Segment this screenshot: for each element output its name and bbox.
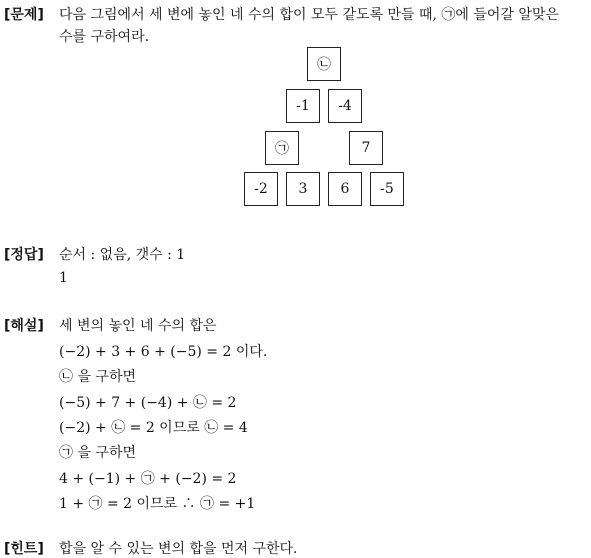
solution-line-6: ㉠ 을 구하면 [59,445,136,461]
cell-row4-4: -5 [370,172,404,206]
answer-tag: [정답] [4,247,44,263]
cell-row3-left: ㉠ [265,131,299,165]
solution-line-2: (−2) + 3 + 6 + (−5) = 2 이다. [59,344,268,360]
solution-tag: [해설] [4,318,44,334]
cell-row3-right: 7 [349,131,383,165]
solution-line-5: (−2) + ㉡ = 2 이므로 ㉡ = 4 [59,420,248,436]
solution-line-3: ㉡ 을 구하면 [59,369,136,385]
hint-tag: [힌트] [4,541,44,557]
problem-text-line-2: 수를 구하여라. [59,29,150,45]
problem-tag: [문제] [4,7,44,23]
hint-text: 합을 알 수 있는 변의 합을 먼저 구한다. [59,541,298,557]
solution-line-1: 세 변의 놓인 네 수의 합은 [59,318,217,334]
cell-row4-1: -2 [244,172,278,206]
problem-text-line-1: 다음 그림에서 세 변에 놓인 네 수의 합이 모두 같도록 만들 때, ㉠에 들어갈 알맞은 [59,7,559,23]
cell-row4-3: 6 [328,172,362,206]
cell-top: ㉡ [307,47,341,81]
answer-line-1: 순서 : 없음, 갯수 : 1 [59,247,186,263]
cell-row4-2: 3 [286,172,320,206]
solution-line-8: 1 + ㉠ = 2 이므로 ∴ ㉠ = +1 [59,496,256,512]
cell-row2-left: -1 [286,89,320,123]
solution-line-7: 4 + (−1) + ㉠ + (−2) = 2 [59,471,237,487]
solution-line-4: (−5) + 7 + (−4) + ㉡ = 2 [59,395,237,411]
answer-line-2: 1 [59,270,68,286]
cell-row2-right: -4 [328,89,362,123]
